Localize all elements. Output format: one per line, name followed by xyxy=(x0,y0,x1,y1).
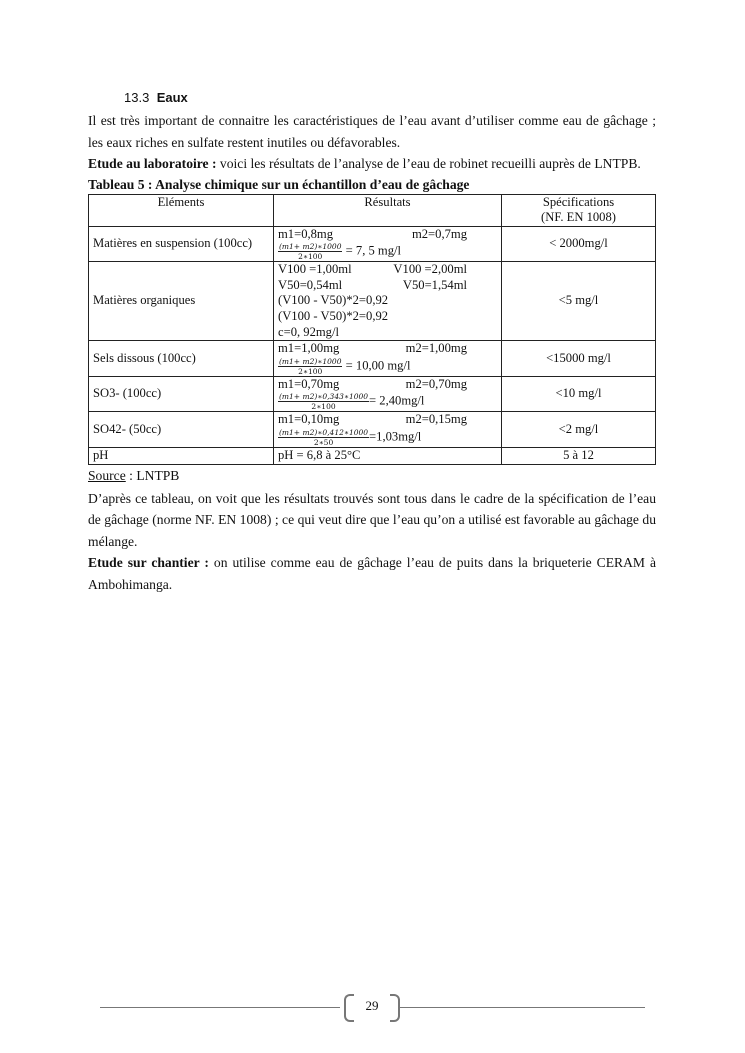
lab-study-paragraph xyxy=(88,153,656,175)
volume-line-1b: V100 =2,00ml xyxy=(393,262,467,277)
row-result xyxy=(274,376,502,412)
row-result: pH = 6,8 à 25°C xyxy=(274,448,502,465)
formula-fraction xyxy=(278,242,342,261)
section-title: Eaux xyxy=(156,90,188,105)
mass-1: m1=0,10mg xyxy=(278,412,340,427)
volume-line-2b: V50=1,54ml xyxy=(402,277,467,292)
formula-denominator: 2∗100 xyxy=(298,252,323,262)
concentration-line: c=0, 92mg/l xyxy=(278,324,339,339)
volume-line-1a: V100 =1,00ml xyxy=(278,262,352,277)
result-value: =1,03mg/l xyxy=(369,429,422,444)
footer-rule-right xyxy=(400,1007,645,1008)
formula-denominator: 2∗100 xyxy=(298,366,323,376)
lab-study-label: Etude au laboratoire : xyxy=(88,156,217,171)
section-number: 13.3 xyxy=(124,90,150,105)
row-spec: < 2000mg/l xyxy=(502,226,656,262)
row-spec: <5 mg/l xyxy=(502,262,656,341)
table-row xyxy=(89,262,656,341)
page-number: 29 xyxy=(365,998,379,1013)
row-result xyxy=(274,226,502,262)
row-result xyxy=(274,412,502,448)
header-elements: Eléments xyxy=(89,194,274,226)
row-element: Matières en suspension (100cc) xyxy=(89,226,274,262)
table-row xyxy=(89,412,656,448)
row-spec: <10 mg/l xyxy=(502,376,656,412)
mass-1: m1=1,00mg xyxy=(278,341,340,356)
table-row xyxy=(89,448,656,465)
result-value: = 7, 5 mg/l xyxy=(345,243,402,258)
header-results: Résultats xyxy=(274,194,502,226)
formula-fraction xyxy=(278,428,369,447)
mass-2: m2=1,00mg xyxy=(405,341,467,356)
result-value: = 2,40mg/l xyxy=(369,393,425,408)
site-study-label: Etude sur chantier : xyxy=(88,555,209,571)
volume-line-2a: V50=0,54ml xyxy=(278,277,343,292)
intro-paragraph: Il est très important de connaitre les caractéristiques de l’eau avant d’utiliser comme eau de gâchage ; les eaux riches en sulfate restent inutiles ou défavorables. xyxy=(88,113,656,150)
row-spec: <2 mg/l xyxy=(502,412,656,448)
formula-denominator: 2∗100 xyxy=(311,402,336,412)
table-row xyxy=(89,226,656,262)
header-specifications xyxy=(502,194,656,226)
analysis-table xyxy=(88,194,656,465)
footer-bracket-right xyxy=(390,994,400,1022)
row-element: SO3- (100cc) xyxy=(89,376,274,412)
mass-2: m2=0,70mg xyxy=(405,376,467,391)
row-result xyxy=(274,262,502,341)
mass-1: m1=0,70mg xyxy=(278,376,340,391)
site-study-paragraph xyxy=(88,552,656,595)
result-value: = 10,00 mg/l xyxy=(345,358,411,373)
mass-2: m2=0,15mg xyxy=(405,412,467,427)
page-content xyxy=(88,88,656,595)
source-text: : LNTPB xyxy=(125,467,180,483)
formula-numerator: (m1+ m2)∗1000 xyxy=(279,356,342,366)
formula-numerator: (m1+ m2)∗1000 xyxy=(279,242,342,252)
row-element: Matières organiques xyxy=(89,262,274,341)
row-spec: <15000 mg/l xyxy=(502,341,656,377)
table-row xyxy=(89,376,656,412)
table-header-row xyxy=(89,194,656,226)
table-caption: Tableau 5 : Analyse chimique sur un échantillon d’eau de gâchage xyxy=(88,176,470,192)
footer-bracket-left xyxy=(344,994,354,1022)
mass-2: m2=0,7mg xyxy=(411,226,467,241)
volume-line-3: (V100 - V50)*2=0,92 xyxy=(278,293,389,308)
footer-rule-left xyxy=(100,1007,340,1008)
row-element: Sels dissous (100cc) xyxy=(89,341,274,377)
formula-fraction xyxy=(278,392,369,411)
table-row xyxy=(89,341,656,377)
formula-numerator: (m1+ m2)∗0,343∗1000 xyxy=(279,392,369,402)
mass-1: m1=0,8mg xyxy=(278,226,334,241)
site-study-text: on utilise comme eau de gâchage l’eau de puits dans la briqueterie CERAM à Ambohimanga. xyxy=(88,555,657,592)
lab-study-text: voici les résultats de l’analyse de l’eau de robinet recueilli auprès de LNTPB. xyxy=(216,156,641,171)
row-element: SO42- (50cc) xyxy=(89,412,274,448)
formula-numerator: (m1+ m2)∗0,412∗1000 xyxy=(279,428,369,438)
volume-line-4: (V100 - V50)*2=0,92 xyxy=(278,309,389,324)
formula-fraction xyxy=(278,357,342,376)
row-result xyxy=(274,341,502,377)
conclusion-paragraph: D’après ce tableau, on voit que les résultats trouvés sont tous dans le cadre de la spécification de l’eau de gâchage (norme NF. EN 1008) ; ce qui veut dire que l’eau qu’on a utilisé est favorable au gâchage du mélange. xyxy=(88,490,656,549)
row-spec: 5 à 12 xyxy=(502,448,656,465)
header-spec-title: Spécifications xyxy=(542,194,615,209)
formula-denominator: 2∗50 xyxy=(313,438,334,448)
row-element: pH xyxy=(89,448,274,465)
section-heading xyxy=(124,88,656,108)
header-spec-norm: (NF. EN 1008) xyxy=(541,210,616,225)
source-label: Source xyxy=(88,467,126,483)
table-source xyxy=(88,467,656,484)
page-footer xyxy=(100,994,645,1020)
